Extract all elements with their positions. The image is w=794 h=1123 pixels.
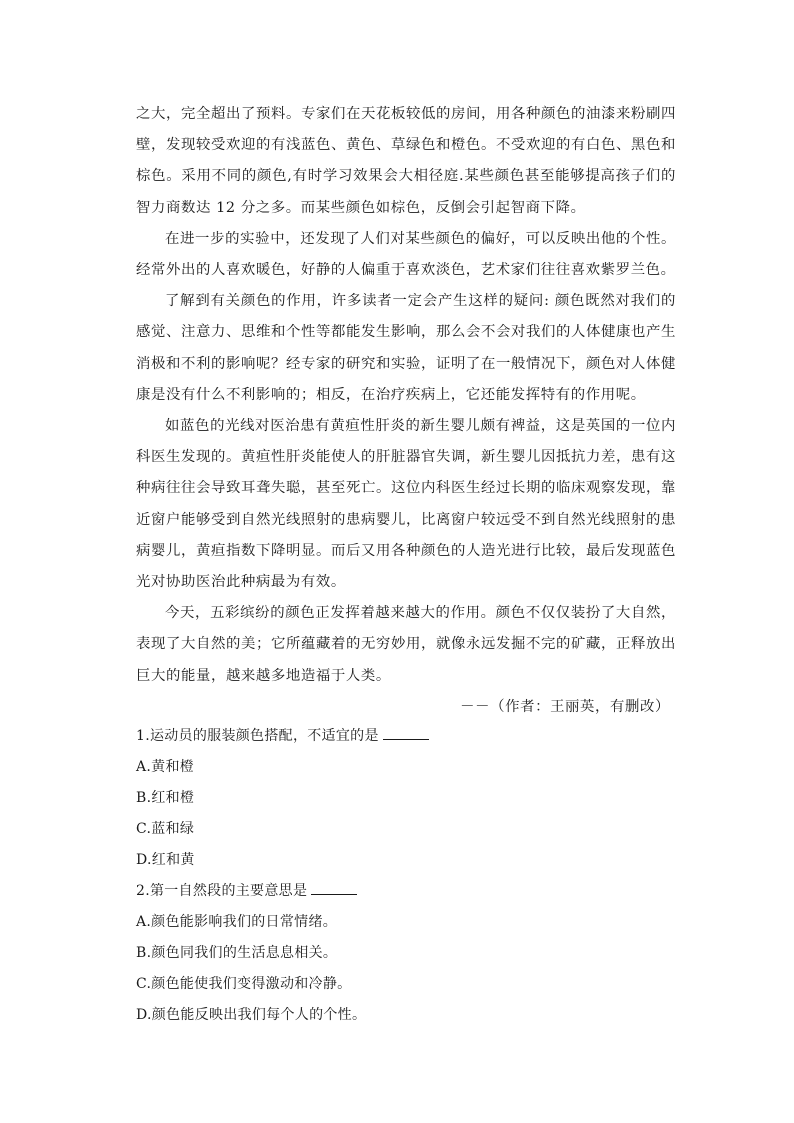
- answer-blank[interactable]: [383, 725, 429, 740]
- question-option: A.黄和橙: [136, 759, 195, 775]
- article-paragraph-4: 如蓝色的光线对医治患有黄疸性肝炎的新生婴儿颇有裨益，这是英国的一位内科医生发现的。黄疸性肝炎能使人的肝脏器官失调，新生婴儿因抵抗力差，患有这种病往往会导致耳聋失聪，甚至死亡。这位内科医生经过长期的临床观察发现，靠近窗户能够受到自然光线照射的患病婴儿，比离窗户较远受不到自然光线照射的患病婴儿，黄疸指数下降明显。而后又用各种颜色的人造光进行比较，最后发现蓝色光对协助医治此种病最为有效。: [136, 418, 676, 591]
- question-stem-text: 1.运动员的服装颜色搭配，不适宜的是: [136, 728, 379, 744]
- article-attribution: －－（作者：王丽英，有删改）: [460, 698, 670, 715]
- question-2: [136, 876, 676, 1031]
- article-body: [136, 99, 676, 723]
- article-paragraph-5: 今天，五彩缤纷的颜色正发挥着越来越大的作用。颜色不仅仅装扮了大自然，表现了大自然的美；它所蕴藏着的无穷妙用，就像永远发掘不完的矿藏，正释放出巨大的能量，越来越多地造福于人类。: [136, 605, 676, 684]
- article-paragraph-1: 之大，完全超出了预料。专家们在天花板较低的房间，用各种颜色的油漆来粉刷四壁，发现较受欢迎的有浅蓝色、黄色、草绿色和橙色。不受欢迎的有白色、黑色和棕色。采用不同的颜色,有时学习效果会大相径庭.某些颜色甚至能够提高孩子们的智力商数达 12 分之多。而某些颜色如棕色，反倒会引起智商下降。: [136, 106, 676, 216]
- question-stem: [136, 876, 676, 907]
- question-section: [136, 721, 676, 1031]
- answer-blank[interactable]: [311, 880, 357, 895]
- article-paragraph-2: 在进一步的实验中，还发现了人们对某些颜色的偏好，可以反映出他的个性。经常外出的人喜欢暖色，好静的人偏重于喜欢淡色，艺术家们往往喜欢紫罗兰色。: [136, 230, 676, 279]
- question-option: C.蓝和绿: [136, 821, 195, 837]
- question-option: C.颜色能使我们变得激动和冷静。: [136, 976, 352, 992]
- question-option: D.红和黄: [136, 852, 195, 868]
- question-stem: [136, 721, 676, 752]
- question-option: A.颜色能影响我们的日常情绪。: [136, 914, 338, 930]
- question-1: [136, 721, 676, 876]
- question-option: D.颜色能反映出我们每个人的个性。: [136, 1007, 367, 1023]
- question-option: B.红和橙: [136, 790, 195, 806]
- question-stem-text: 2.第一自然段的主要意思是: [136, 883, 308, 899]
- question-option: B.颜色同我们的生活息息相关。: [136, 945, 338, 961]
- article-paragraph-3: 了解到有关颜色的作用，许多读者一定会产生这样的疑问: 颜色既然对我们的感觉、注意力、思维和个性等都能发生影响，那么会不会对我们的人体健康也产生消极和不利的影响呢？经专家的研究和实验，证明了在一般情况下，颜色对人体健康是没有什么不利影响的；相反，在治疗疾病上，它还能发挥特有的作用呢。: [136, 293, 676, 403]
